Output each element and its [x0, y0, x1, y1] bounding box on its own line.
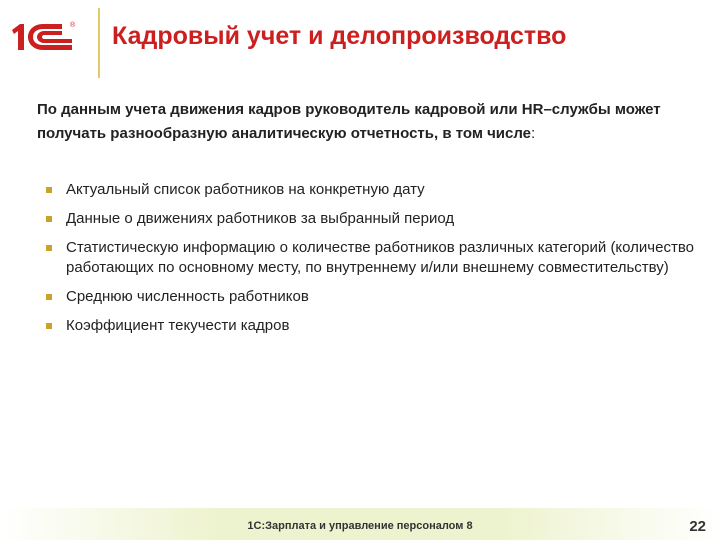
slide-title: Кадровый учет и делопроизводство — [112, 22, 567, 50]
bullet-item-current-list — [44, 180, 694, 200]
bullet-text: Статистическую информацию о количестве работников различных категорий (количество работающих по основному месту, по внутреннему и/или внешнему совместительству) — [66, 239, 694, 276]
square-bullet-icon — [46, 294, 52, 300]
registered-mark: ® — [70, 22, 76, 29]
bullet-text: Коэффициент текучести кадров — [66, 317, 290, 334]
intro-paragraph — [37, 98, 677, 146]
intro-text: По данным учета движения кадров руководитель кадровой или HR–службы может получать разнообразную аналитическую отчетность, в том числе — [37, 101, 661, 142]
bullet-item-movements — [44, 209, 694, 229]
bullet-text: Актуальный список работников на конкретную дату — [66, 181, 425, 198]
1c-logo — [10, 18, 80, 54]
bullet-text: Среднюю численность работников — [66, 288, 309, 305]
square-bullet-icon — [46, 323, 52, 329]
footer-product-name — [0, 520, 720, 532]
page-number: 22 — [689, 518, 706, 535]
square-bullet-icon — [46, 187, 52, 193]
header-divider — [98, 8, 100, 78]
bullet-item-turnover — [44, 316, 694, 336]
slide-header — [0, 0, 720, 80]
bullet-item-statistics — [44, 238, 694, 278]
footer-text: 1С:Зарплата и управление персоналом 8 — [247, 520, 473, 532]
square-bullet-icon — [46, 216, 52, 222]
bullet-list — [44, 180, 694, 345]
bullet-item-average-headcount — [44, 287, 694, 307]
square-bullet-icon — [46, 245, 52, 251]
bullet-text: Данные о движениях работников за выбранный период — [66, 210, 455, 227]
intro-colon: : — [531, 125, 536, 142]
